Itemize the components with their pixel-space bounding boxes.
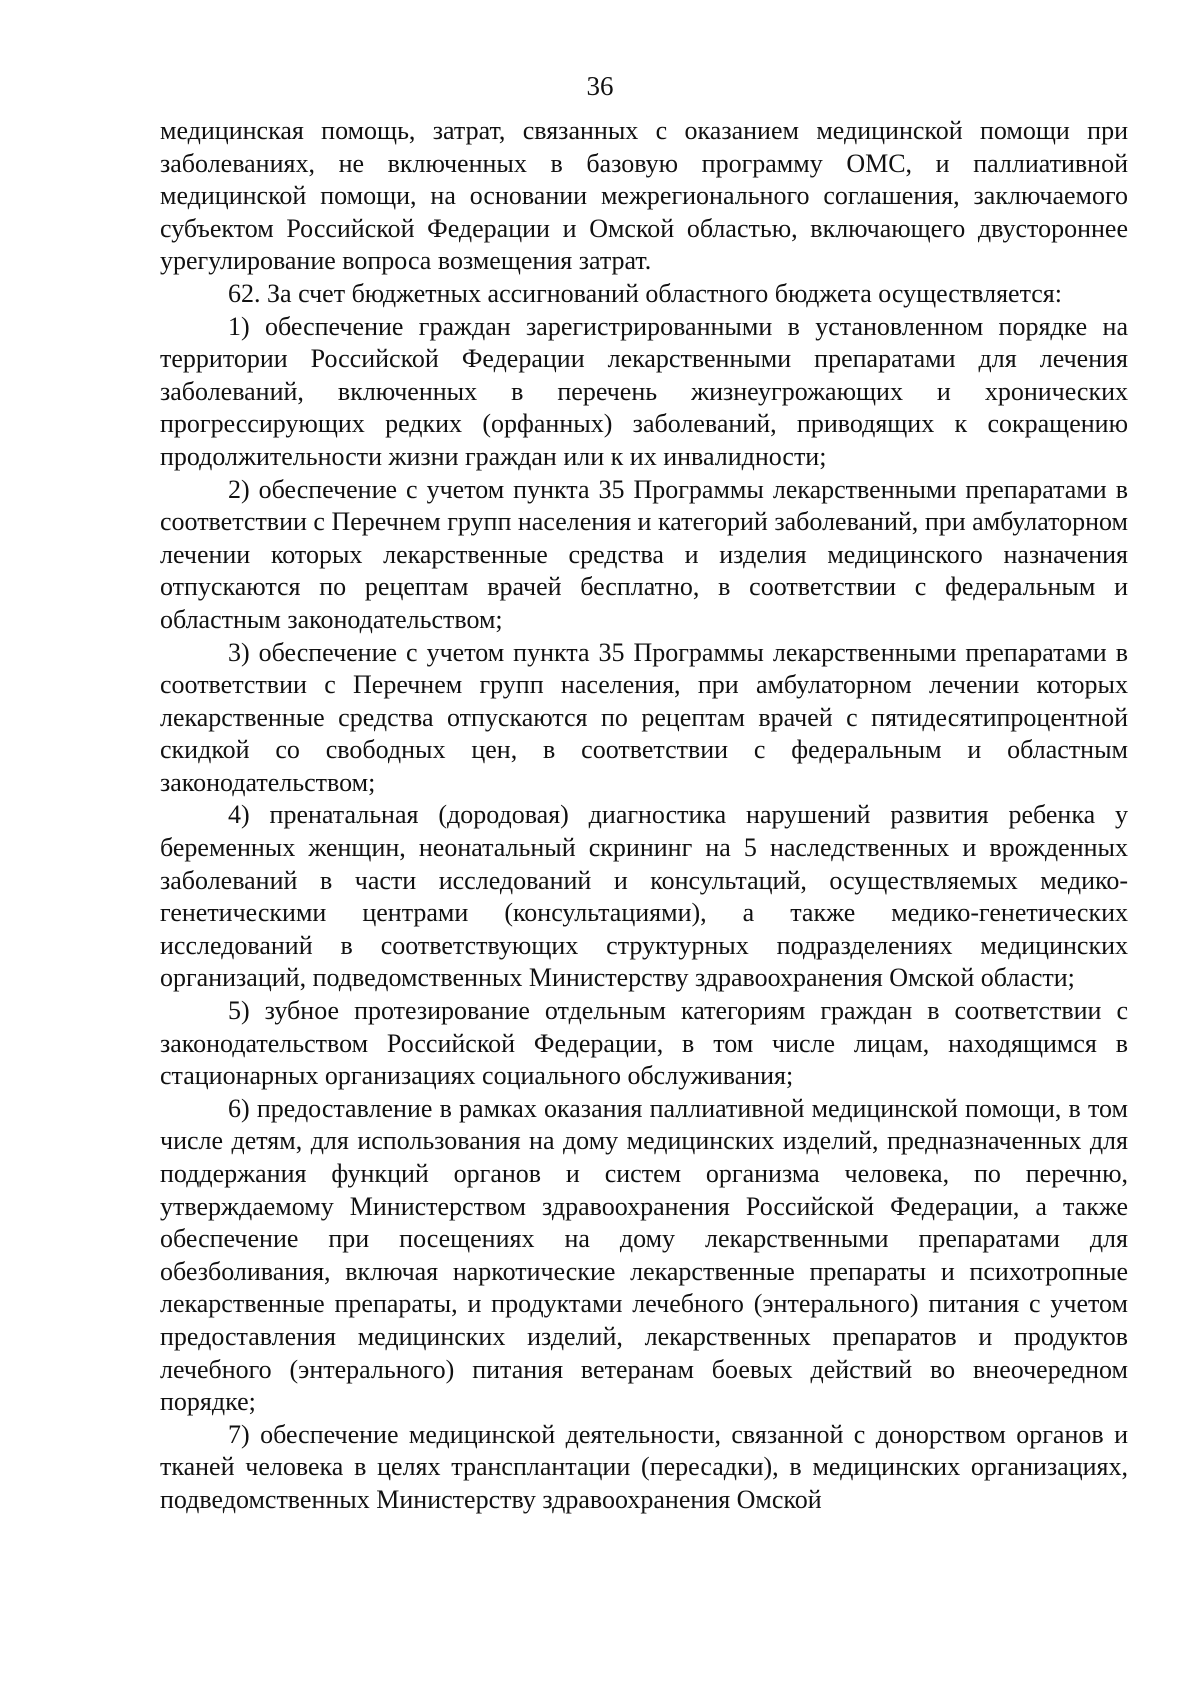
list-item-5: 5) зубное протезирование отдельным категориям граждан в соответствии с законодательством Российской Федерации, в том числе лицам, находящимся в стационарных организациях социального обслуживания; (160, 996, 1128, 1091)
list-item-3: 3) обеспечение с учетом пункта 35 Программы лекарственными препаратами в соответствии с Перечнем групп населения, при амбулаторном лечении которых лекарственные средства отпускаются по рецептам врачей с пятидесятипроцентной скидкой со свободных цен, в соответствии с федеральным и областным законодательством; (160, 637, 1128, 797)
document-body (160, 115, 1128, 1517)
list-item-4: 4) пренатальная (дородовая) диагностика нарушений развития ребенка у беременных женщин, неонатальный скрининг на 5 наследственных и врожденных заболеваний в части исследований и консультаций, осуществляемых медико-генетическими центрами (консультациями), а также медико-генетических исследований в соответствующих структурных подразделениях медицинских организаций, подведомственных Министерству здравоохранения Омской области; (160, 800, 1128, 993)
paragraph-62: 62. За счет бюджетных ассигнований областного бюджета осуществляется: (228, 278, 1062, 308)
list-item-2: 2) обеспечение с учетом пункта 35 Программы лекарственными препаратами в соответствии с Перечнем групп населения и категорий заболеваний, при амбулаторном лечении которых лекарственные средства и изделия медицинского назначения отпускаются по рецептам врачей бесплатно, в соответствии с федеральным и областным законодательством; (160, 474, 1128, 634)
list-item-7: 7) обеспечение медицинской деятельности, связанной с донорством органов и тканей человека в целях трансплантации (пересадки), в медицинских организациях, подведомственных Министерству здравоохранения Омской (160, 1419, 1128, 1514)
list-item-6: 6) предоставление в рамках оказания паллиативной медицинской помощи, в том числе детям, для использования на дому медицинских изделий, предназначенных для поддержания функций органов и систем организма человека, по перечню, утверждаемому Министерством здравоохранения Российской Федерации, а также обеспечение при посещениях на дому лекарственными препаратами для обезболивания, включая наркотические лекарственные препараты и психотропные лекарственные препараты, и продуктами лечебного (энтерального) питания с учетом предоставления медицинских изделий, лекарственных препаратов и продуктов лечебного (энтерального) питания ветеранам боевых действий во внеочередном порядке; (160, 1093, 1128, 1417)
paragraph-continuation: медицинская помощь, затрат, связанных с оказанием медицинской помощи при заболеваниях, не включенных в базовую программу ОМС, и паллиативной медицинской помощи, на основании межрегионального соглашения, заключаемого субъектом Российской Федерации и Омской областью, включающего двустороннее урегулирование вопроса возмещения затрат. (160, 116, 1128, 276)
page-number: 36 (586, 71, 614, 101)
list-item-1: 1) обеспечение граждан зарегистрированными в установленном порядке на территории Российской Федерации лекарственными препаратами для лечения заболеваний, включенных в перечень жизнеугрожающих и хронических прогрессирующих редких (орфанных) заболеваний, приводящих к сокращению продолжительности жизни граждан или к их инвалидности; (160, 311, 1128, 471)
